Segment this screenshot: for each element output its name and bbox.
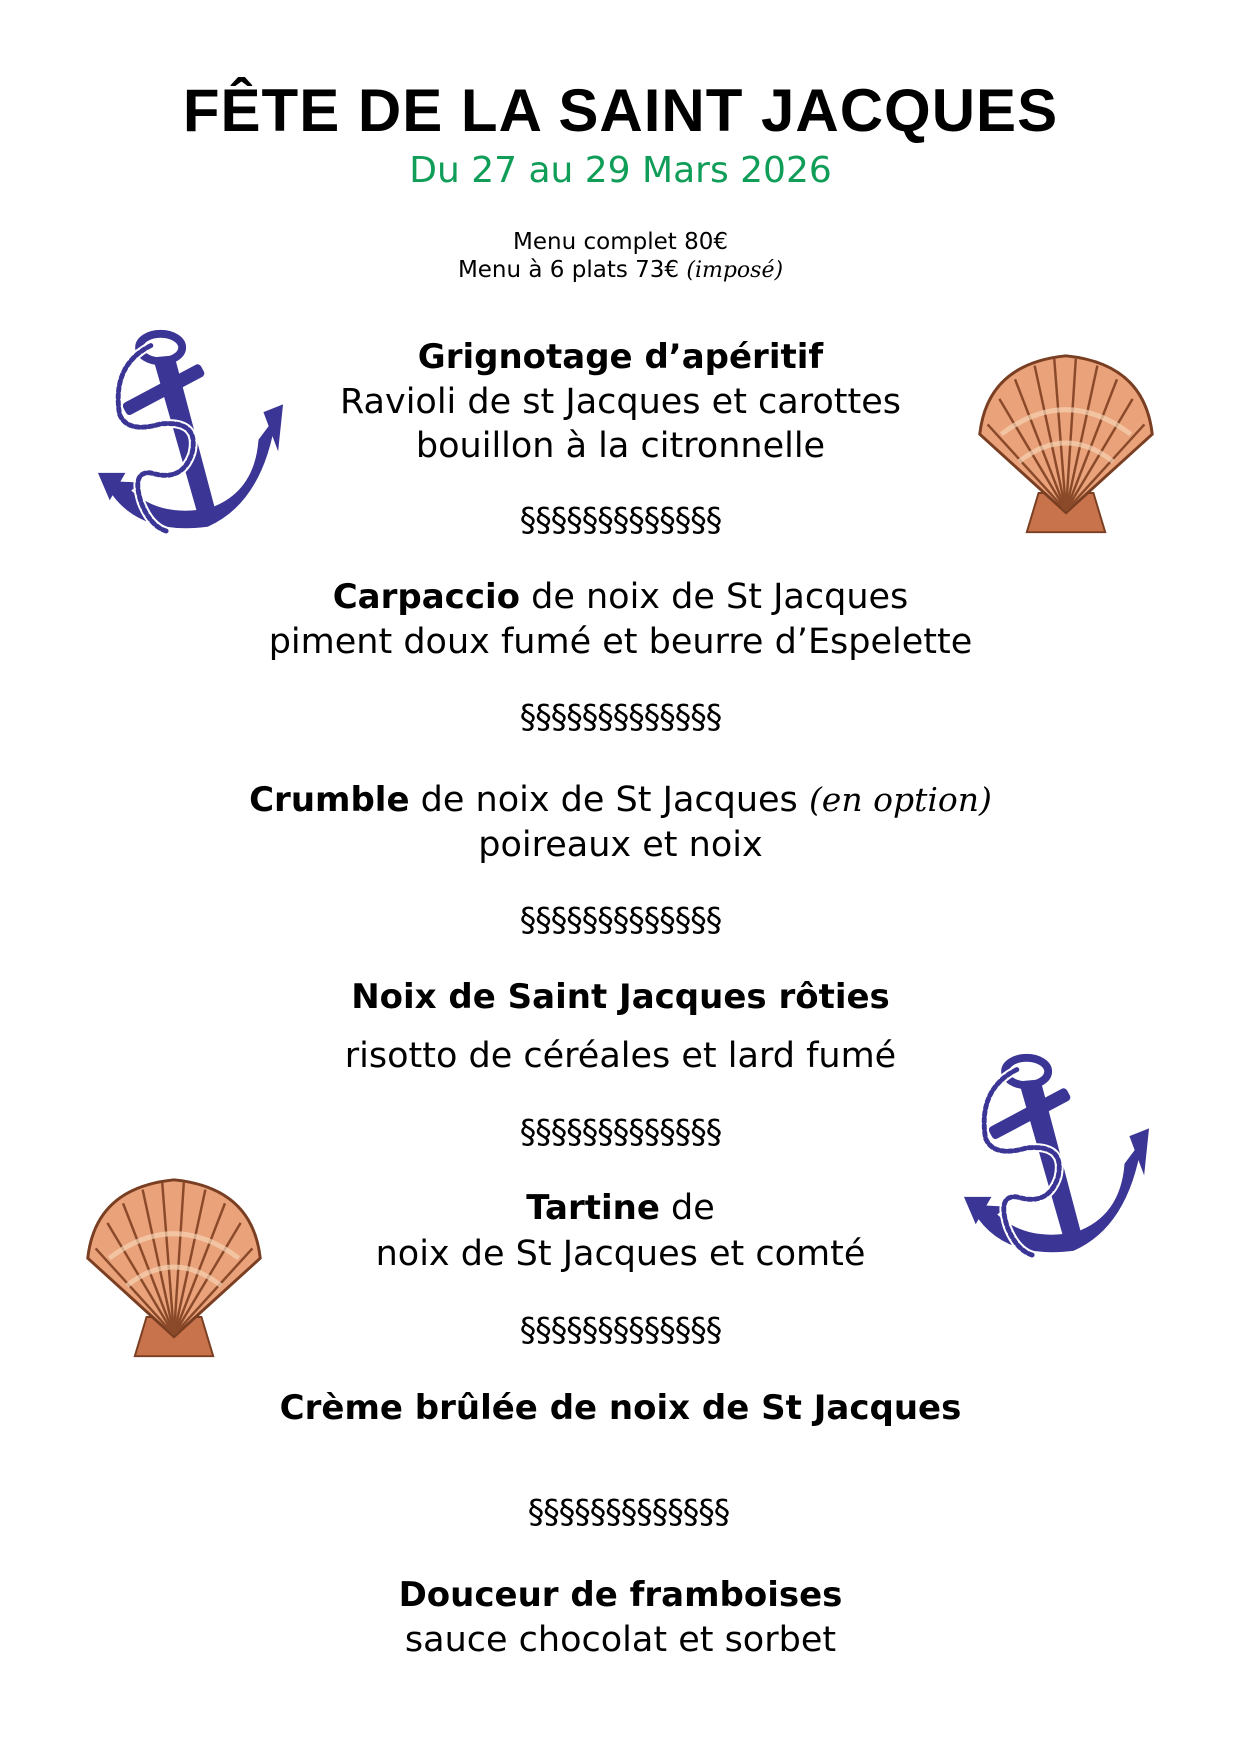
separator: §§§§§§§§§§§§§ — [519, 1310, 722, 1349]
course-3-title-bold: Crumble — [249, 780, 410, 820]
separator: §§§§§§§§§§§§§ — [519, 900, 722, 939]
course-3-title-note: (en option) — [808, 780, 992, 819]
course-1-title: Grignotage d’apéritif — [417, 337, 824, 377]
course-4-title: Noix de Saint Jacques rôties — [351, 977, 890, 1017]
separator: §§§§§§§§§§§§§ — [519, 697, 722, 736]
event-dates: Du 27 au 29 Mars 2026 — [409, 150, 832, 191]
course-1-line-2: bouillon à la citronnelle — [415, 426, 826, 466]
course-2-title-bold: Carpaccio — [332, 577, 520, 617]
separator: §§§§§§§§§§§§§ — [519, 500, 722, 539]
course-5-title — [0, 1186, 1241, 1230]
course-7-title: Douceur de framboises — [398, 1575, 843, 1615]
page-title: FÊTE DE LA SAINT JACQUES — [182, 77, 1059, 144]
price-six-label: Menu à 6 plats 73€ — [457, 257, 680, 283]
price-six-note: (imposé) — [686, 258, 784, 283]
course-3-line-1: poireaux et noix — [478, 825, 763, 865]
course-3-title-rest: de noix de St Jacques — [409, 780, 809, 820]
separator: §§§§§§§§§§§§§ — [527, 1492, 730, 1531]
course-6-title: Crème brûlée de noix de St Jacques — [279, 1388, 962, 1428]
course-5-title-bold: Tartine — [526, 1188, 660, 1228]
separator: §§§§§§§§§§§§§ — [519, 1112, 722, 1151]
price-six-courses — [0, 256, 1241, 285]
course-3-title — [0, 778, 1241, 822]
course-7-line-1: sauce chocolat et sorbet — [404, 1620, 837, 1660]
price-full-menu: Menu complet 80€ — [513, 229, 728, 255]
course-2-line-1: piment doux fumé et beurre d’Espelette — [268, 622, 973, 662]
course-1-line-1: Ravioli de st Jacques et carottes — [339, 382, 901, 422]
course-5-title-rest: de — [659, 1188, 715, 1228]
course-4-line-1: risotto de céréales et lard fumé — [344, 1036, 897, 1076]
course-2-title-rest: de noix de St Jacques — [519, 577, 909, 617]
course-2-title — [0, 575, 1241, 619]
course-5-line-1: noix de St Jacques et comté — [375, 1234, 866, 1274]
